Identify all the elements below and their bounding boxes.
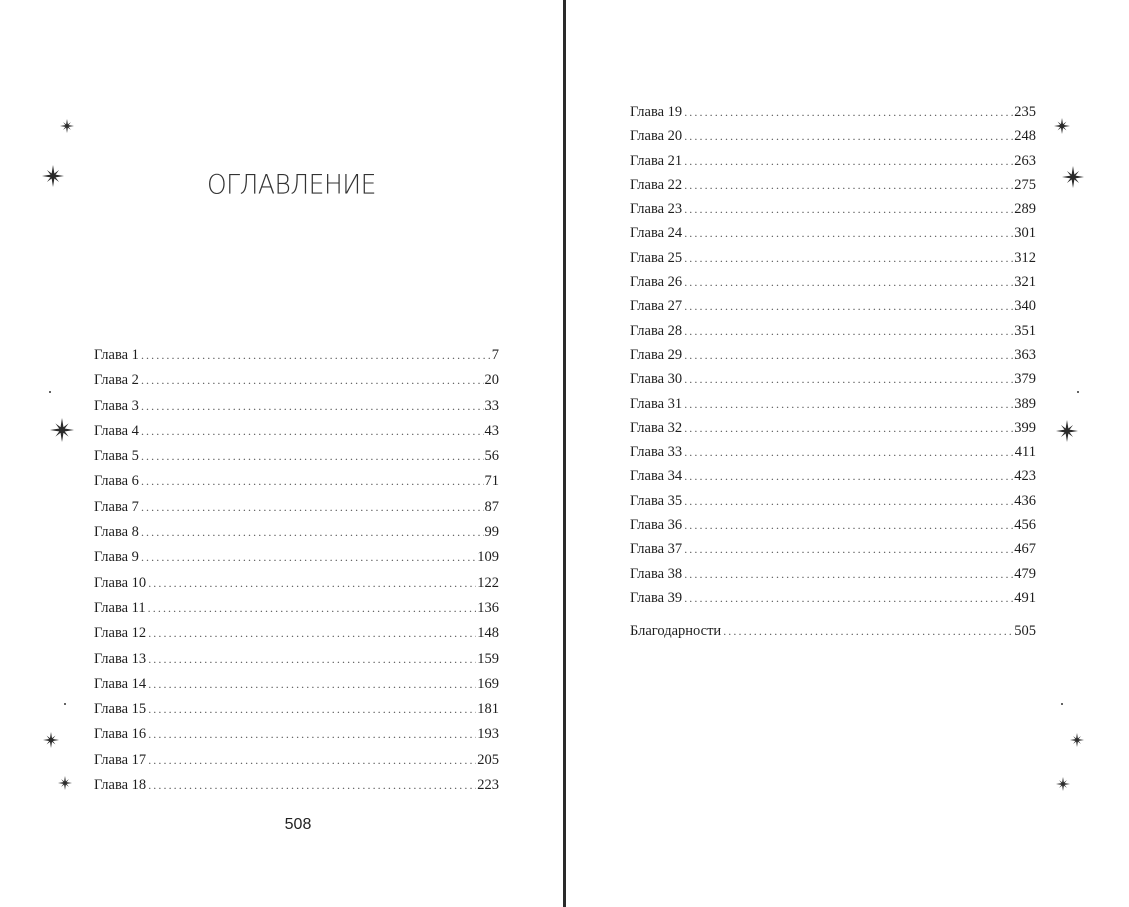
toc-entry[interactable] <box>630 249 1036 273</box>
dot-leader <box>684 322 1013 340</box>
toc-entry-page: 436 <box>1014 492 1036 509</box>
dot-leader <box>684 443 1014 461</box>
dot-ornament <box>1061 703 1063 705</box>
toc-entry-page: 7 <box>491 347 499 363</box>
toc-entry[interactable] <box>630 565 1036 589</box>
toc-entry-page: 248 <box>1014 128 1036 145</box>
toc-entry[interactable] <box>630 152 1036 176</box>
toc-entry-label: Глава 32 <box>630 419 683 436</box>
toc-entry-page: 71 <box>484 473 499 490</box>
dot-ornament <box>1077 391 1079 393</box>
toc-entry-label: Глава 36 <box>630 517 683 534</box>
dot-leader <box>148 599 477 617</box>
dot-leader <box>148 776 476 794</box>
toc-entry-page: 193 <box>477 726 499 743</box>
toc-entry-page: 289 <box>1014 201 1036 218</box>
dot-leader <box>141 447 484 465</box>
toc-entry[interactable] <box>94 599 499 624</box>
toc-entry-page: 379 <box>1014 371 1036 388</box>
sparkle-icon <box>1054 118 1070 134</box>
toc-entry-label: Глава 10 <box>94 574 147 591</box>
toc-entry-page: 205 <box>477 751 499 768</box>
toc-entry-page: 20 <box>484 372 499 389</box>
toc-entry-page: 99 <box>484 524 499 541</box>
toc-entry-page: 43 <box>484 422 499 439</box>
toc-entry-label: Глава 20 <box>630 128 683 145</box>
toc-entry-label: Глава 28 <box>630 322 683 339</box>
dot-leader <box>148 751 476 769</box>
toc-entry-page: 169 <box>477 675 499 692</box>
dot-leader <box>141 422 484 440</box>
toc-entry[interactable] <box>94 397 499 422</box>
sparkle-icon <box>1070 733 1084 747</box>
toc-entry-label: Глава 7 <box>94 498 139 515</box>
dot-leader <box>684 565 1013 583</box>
toc-entry-acknowledgements[interactable] <box>630 622 1036 646</box>
toc-entry-page: 467 <box>1014 541 1036 558</box>
toc-entry[interactable] <box>94 776 499 801</box>
toc-entry-label: Глава 39 <box>630 589 683 606</box>
toc-entry-label: Глава 8 <box>94 524 139 541</box>
dot-leader <box>684 346 1013 364</box>
toc-entry-page: 411 <box>1014 444 1036 461</box>
toc-entry[interactable] <box>630 370 1036 394</box>
left-page <box>0 0 564 907</box>
sparkle-icon <box>58 776 72 790</box>
dot-leader <box>141 498 484 516</box>
dot-leader <box>684 224 1013 242</box>
toc-entry-page: 340 <box>1014 298 1036 315</box>
toc-entry-label: Глава 25 <box>630 249 683 266</box>
toc-entry[interactable] <box>94 371 499 396</box>
toc-entry-page: 87 <box>484 498 499 515</box>
toc-entry-page: 479 <box>1014 565 1036 582</box>
dot-leader <box>684 395 1013 413</box>
dot-leader <box>148 725 476 743</box>
toc-entry-page: 33 <box>484 397 499 414</box>
dot-leader <box>684 127 1013 145</box>
toc-entry-label: Глава 9 <box>94 549 139 566</box>
sparkle-icon <box>50 418 74 442</box>
toc-entry[interactable] <box>630 467 1036 491</box>
toc-entry-label: Глава 12 <box>94 625 147 642</box>
toc-entry-label: Глава 21 <box>630 152 683 169</box>
toc-entry-page: 181 <box>477 701 499 718</box>
sparkle-icon <box>60 119 74 133</box>
toc-entry[interactable] <box>94 548 499 573</box>
toc-entry-label: Глава 33 <box>630 444 683 461</box>
toc-entry-label: Глава 4 <box>94 422 139 439</box>
toc-entry-page: 423 <box>1014 468 1036 485</box>
toc-entry[interactable] <box>630 273 1036 297</box>
dot-leader <box>684 297 1013 315</box>
toc-entry-label: Глава 1 <box>94 347 139 363</box>
toc-entry-label: Глава 16 <box>94 726 147 743</box>
dot-leader <box>148 700 476 718</box>
toc-entry[interactable] <box>94 725 499 750</box>
toc-entry-page: 491 <box>1014 589 1036 606</box>
dot-leader <box>148 675 476 693</box>
toc-entry-label: Глава 26 <box>630 274 683 291</box>
toc-entry-page: 148 <box>477 625 499 642</box>
toc-entry-label: Глава 31 <box>630 395 683 412</box>
toc-entry[interactable] <box>630 224 1036 248</box>
toc-entry-page: 56 <box>484 448 499 465</box>
dot-leader <box>141 397 484 415</box>
toc-entry[interactable] <box>630 127 1036 151</box>
toc-entry[interactable] <box>630 589 1036 613</box>
dot-leader <box>684 370 1013 388</box>
toc-entry-label: Глава 14 <box>94 675 147 692</box>
dot-leader <box>141 548 476 566</box>
toc-entry-page: 275 <box>1014 176 1036 193</box>
toc-entry[interactable] <box>94 650 499 675</box>
toc-entry-label: Глава 30 <box>630 371 683 388</box>
dot-ornament <box>49 391 51 393</box>
dot-leader <box>148 624 476 642</box>
dot-leader <box>684 273 1013 291</box>
dot-leader <box>684 516 1013 534</box>
toc-entry-label: Глава 35 <box>630 492 683 509</box>
toc-entry[interactable] <box>94 523 499 548</box>
toc-entry-page: 122 <box>477 574 499 591</box>
toc-entry[interactable] <box>94 472 499 497</box>
dot-leader <box>148 650 476 668</box>
toc-entry-page: 301 <box>1014 225 1036 242</box>
toc-entry[interactable] <box>630 297 1036 321</box>
toc-entry[interactable] <box>94 346 499 371</box>
dot-leader <box>684 540 1013 558</box>
toc-entry-page: 363 <box>1014 346 1036 363</box>
toc-entry[interactable] <box>630 419 1036 443</box>
toc-entry-label: Благодарности <box>630 623 722 640</box>
toc-entry-page: 389 <box>1014 395 1036 412</box>
dot-leader <box>141 371 484 389</box>
toc-entry-label: Глава 17 <box>94 751 147 768</box>
dot-leader <box>141 346 491 364</box>
toc-list-left <box>94 346 499 801</box>
toc-entry-page: 312 <box>1014 249 1036 266</box>
dot-leader <box>684 249 1013 267</box>
toc-entry-page: 109 <box>477 549 499 566</box>
toc-entry[interactable] <box>94 574 499 599</box>
toc-entry[interactable] <box>94 624 499 649</box>
toc-entry[interactable] <box>630 540 1036 564</box>
toc-entry[interactable] <box>630 395 1036 419</box>
toc-entry-page: 456 <box>1014 517 1036 534</box>
toc-entry-label: Глава 29 <box>630 346 683 363</box>
toc-entry[interactable] <box>94 447 499 472</box>
toc-entry[interactable] <box>94 700 499 725</box>
toc-entry-label: Глава 6 <box>94 473 139 490</box>
page-title: ОГЛАВЛЕНИЕ <box>207 169 376 200</box>
toc-entry[interactable] <box>630 346 1036 370</box>
toc-entry-label: Глава 24 <box>630 225 683 242</box>
toc-entry[interactable] <box>630 200 1036 224</box>
toc-entry-label: Глава 37 <box>630 541 683 558</box>
toc-entry-page: 505 <box>1014 623 1036 640</box>
toc-entry-page: 321 <box>1014 274 1036 291</box>
toc-entry[interactable] <box>630 176 1036 200</box>
sparkle-icon <box>1062 166 1084 188</box>
toc-entry-label: Глава 38 <box>630 565 683 582</box>
toc-entry-label: Глава 2 <box>94 372 139 389</box>
toc-entry[interactable] <box>94 422 499 447</box>
page-number: 508 <box>284 816 312 833</box>
toc-entry[interactable] <box>630 103 1036 127</box>
toc-entry-page: 235 <box>1014 104 1036 120</box>
toc-entry-label: Глава 22 <box>630 176 683 193</box>
toc-entry-label: Глава 18 <box>94 777 147 794</box>
toc-entry-label: Глава 19 <box>630 104 683 120</box>
toc-entry-page: 351 <box>1014 322 1036 339</box>
toc-entry[interactable] <box>94 675 499 700</box>
toc-entry[interactable] <box>630 322 1036 346</box>
toc-entry[interactable] <box>94 498 499 523</box>
sparkle-icon <box>1056 777 1070 791</box>
toc-entry-page: 399 <box>1014 419 1036 436</box>
toc-entry-label: Глава 23 <box>630 201 683 218</box>
toc-entry-label: Глава 11 <box>94 599 146 616</box>
sparkle-icon <box>1056 420 1078 442</box>
toc-entry-page: 159 <box>477 650 499 667</box>
sparkle-icon <box>43 732 59 748</box>
dot-leader <box>141 523 484 541</box>
toc-entry-page: 223 <box>477 777 499 794</box>
dot-leader <box>684 200 1013 218</box>
toc-entry-page: 263 <box>1014 152 1036 169</box>
dot-leader <box>684 103 1013 121</box>
dot-ornament <box>64 703 66 705</box>
toc-entry-page: 136 <box>477 599 499 616</box>
toc-entry-label: Глава 13 <box>94 650 147 667</box>
toc-entry-label: Глава 27 <box>630 298 683 315</box>
toc-entry-label: Глава 5 <box>94 448 139 465</box>
toc-entry[interactable] <box>94 751 499 776</box>
dot-leader <box>141 472 484 490</box>
sparkle-icon <box>42 165 64 187</box>
dot-leader <box>684 492 1013 510</box>
toc-entry[interactable] <box>630 492 1036 516</box>
toc-list-right <box>630 103 1036 647</box>
toc-entry[interactable] <box>630 516 1036 540</box>
dot-leader <box>684 419 1013 437</box>
toc-entry-label: Глава 34 <box>630 468 683 485</box>
toc-entry[interactable] <box>630 443 1036 467</box>
dot-leader <box>684 176 1013 194</box>
dot-leader <box>684 467 1013 485</box>
dot-leader <box>684 589 1013 607</box>
dot-leader <box>148 574 476 592</box>
toc-entry-label: Глава 3 <box>94 397 139 414</box>
toc-entry-label: Глава 15 <box>94 701 147 718</box>
dot-leader <box>684 152 1013 170</box>
dot-leader <box>723 622 1013 640</box>
